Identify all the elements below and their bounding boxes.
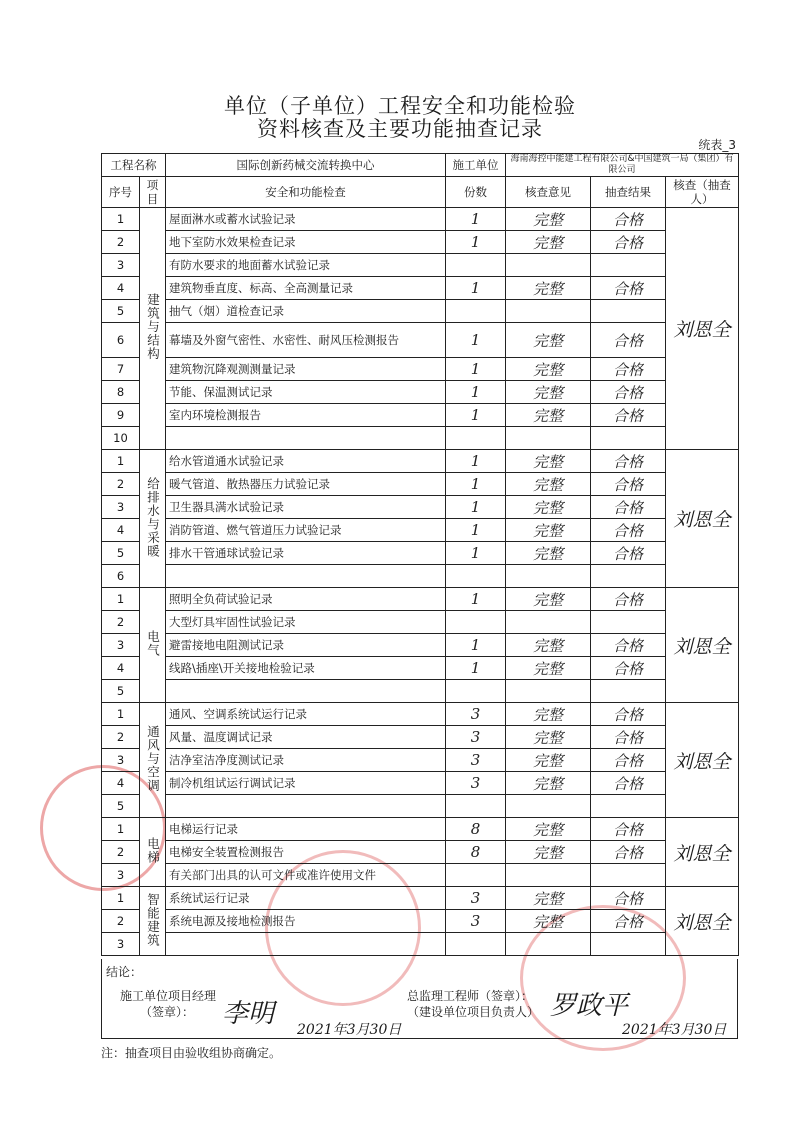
check-item: 屋面淋水或蓄水试验记录 [166, 208, 446, 231]
table-row [102, 323, 739, 358]
row-number: 1 [102, 208, 140, 231]
row-number: 5 [102, 300, 140, 323]
header-result: 抽查结果 [591, 177, 666, 208]
table-row [102, 611, 739, 634]
document-count: 1 [446, 277, 506, 300]
inspection-result [591, 254, 666, 277]
check-item [166, 680, 446, 703]
review-opinion: 完整 [506, 818, 591, 841]
inspection-result: 合格 [591, 818, 666, 841]
row-number: 2 [102, 726, 140, 749]
row-number: 1 [102, 887, 140, 910]
table-row [102, 588, 739, 611]
header-no: 序号 [102, 177, 140, 208]
review-opinion: 完整 [506, 496, 591, 519]
review-opinion: 完整 [506, 726, 591, 749]
table-row [102, 450, 739, 473]
page-title: 单位（子单位）工程安全和功能检验 [224, 94, 576, 118]
table-row [102, 634, 739, 657]
document-count [446, 611, 506, 634]
review-opinion [506, 864, 591, 887]
inspection-result [591, 864, 666, 887]
table-row [102, 496, 739, 519]
review-opinion [506, 680, 591, 703]
inspection-result: 合格 [591, 519, 666, 542]
table-row [102, 680, 739, 703]
review-opinion: 完整 [506, 519, 591, 542]
review-opinion [506, 933, 591, 956]
inspection-result: 合格 [591, 404, 666, 427]
row-number: 5 [102, 680, 140, 703]
table-row [102, 473, 739, 496]
row-number: 2 [102, 841, 140, 864]
table-row [102, 381, 739, 404]
row-number: 3 [102, 496, 140, 519]
review-opinion: 完整 [506, 657, 591, 680]
inspection-result: 合格 [591, 542, 666, 565]
document-count [446, 864, 506, 887]
table-row [102, 749, 739, 772]
check-item: 照明全负荷试验记录 [166, 588, 446, 611]
review-opinion [506, 427, 591, 450]
inspection-result: 合格 [591, 450, 666, 473]
category-label [140, 703, 166, 818]
inspection-result: 合格 [591, 588, 666, 611]
inspection-result [591, 680, 666, 703]
review-opinion: 完整 [506, 749, 591, 772]
row-number: 1 [102, 450, 140, 473]
category-name: 通风与空调 [145, 724, 161, 793]
row-number: 8 [102, 381, 140, 404]
document-count [446, 680, 506, 703]
document-count: 1 [446, 404, 506, 427]
table-row [102, 208, 739, 231]
row-number: 3 [102, 749, 140, 772]
right-signature: 罗政平 [550, 991, 629, 1021]
inspection-result: 合格 [591, 277, 666, 300]
reviewer-signature: 刘恩全 [666, 887, 739, 956]
table-row [102, 519, 739, 542]
header-reviewer: 核查（抽查人） [666, 177, 739, 208]
review-opinion: 完整 [506, 473, 591, 496]
document-count: 1 [446, 542, 506, 565]
category-name: 建筑与结构 [145, 293, 161, 361]
review-opinion [506, 254, 591, 277]
right-signer-label: 总监理工程师（签章）： [407, 989, 534, 1003]
document-count: 1 [446, 496, 506, 519]
row-number: 1 [102, 588, 140, 611]
check-item: 风量、温度调试记录 [166, 726, 446, 749]
inspection-result: 合格 [591, 887, 666, 910]
review-opinion: 完整 [506, 588, 591, 611]
review-opinion: 完整 [506, 841, 591, 864]
header-count: 份数 [446, 177, 506, 208]
inspection-result: 合格 [591, 496, 666, 519]
inspection-result [591, 611, 666, 634]
category-label [140, 450, 166, 588]
check-item: 建筑物垂直度、标高、全高测量记录 [166, 277, 446, 300]
table-row [102, 818, 739, 841]
document-count: 3 [446, 910, 506, 933]
review-opinion: 完整 [506, 404, 591, 427]
document-count: 1 [446, 323, 506, 358]
inspection-result [591, 427, 666, 450]
inspection-result [591, 565, 666, 588]
row-number: 2 [102, 910, 140, 933]
table-row [102, 542, 739, 565]
reviewer-signature: 刘恩全 [666, 703, 739, 818]
review-opinion: 完整 [506, 542, 591, 565]
check-item: 地下室防水效果检查记录 [166, 231, 446, 254]
inspection-result: 合格 [591, 657, 666, 680]
header-item: 项目 [140, 177, 166, 208]
row-number: 4 [102, 772, 140, 795]
review-opinion: 完整 [506, 277, 591, 300]
footnote: 注：抽查项目由验收组协商确定。 [101, 1046, 282, 1060]
header-opinion: 核查意见 [506, 177, 591, 208]
table-row [102, 841, 739, 864]
document-count: 8 [446, 818, 506, 841]
inspection-result: 合格 [591, 358, 666, 381]
inspection-result: 合格 [591, 772, 666, 795]
contractor-name: 海南海控中能建工程有限公司&中国建筑一局（集团）有限公司 [506, 154, 739, 177]
row-number: 5 [102, 542, 140, 565]
form-number: 统表_3 [698, 138, 736, 152]
project-name: 国际创新药械交流转换中心 [166, 154, 446, 177]
check-item: 给水管道通水试验记录 [166, 450, 446, 473]
check-item: 有防水要求的地面蓄水试验记录 [166, 254, 446, 277]
review-opinion [506, 611, 591, 634]
table-row [102, 565, 739, 588]
row-number: 3 [102, 254, 140, 277]
category-name: 给排水与采暖 [145, 476, 161, 558]
header-check: 安全和功能检查 [166, 177, 446, 208]
category-label [140, 818, 166, 887]
check-item: 通风、空调系统试运行记录 [166, 703, 446, 726]
check-item: 电梯运行记录 [166, 818, 446, 841]
conclusion-label: 结论： [106, 965, 143, 979]
table-row [102, 231, 739, 254]
check-item: 排水干管通球试验记录 [166, 542, 446, 565]
row-number: 9 [102, 404, 140, 427]
right-date: 2021年3月30日 [622, 1022, 727, 1038]
table-row [102, 358, 739, 381]
document-count: 1 [446, 634, 506, 657]
table-row [102, 795, 739, 818]
inspection-result: 合格 [591, 749, 666, 772]
category-label [140, 887, 166, 956]
category-name: 智能建筑 [145, 892, 161, 947]
row-number: 4 [102, 277, 140, 300]
check-item [166, 933, 446, 956]
table-row [102, 703, 739, 726]
review-opinion: 完整 [506, 887, 591, 910]
category-label [140, 588, 166, 703]
check-item: 卫生器具满水试验记录 [166, 496, 446, 519]
row-number: 10 [102, 427, 140, 450]
check-item [166, 795, 446, 818]
right-sign-note: （建设单位项目负责人） [407, 1005, 540, 1019]
row-number: 6 [102, 565, 140, 588]
table-row [102, 772, 739, 795]
row-number: 2 [102, 473, 140, 496]
reviewer-signature: 刘恩全 [666, 588, 739, 703]
document-count: 8 [446, 841, 506, 864]
check-item: 洁净室洁净度测试记录 [166, 749, 446, 772]
inspection-result: 合格 [591, 634, 666, 657]
reviewer-signature: 刘恩全 [666, 208, 739, 450]
inspection-result: 合格 [591, 231, 666, 254]
document-count: 3 [446, 749, 506, 772]
check-item: 幕墙及外窗气密性、水密性、耐风压检测报告 [166, 323, 446, 358]
inspection-result: 合格 [591, 381, 666, 404]
check-item: 系统试运行记录 [166, 887, 446, 910]
document-count [446, 427, 506, 450]
table-row [102, 933, 739, 956]
left-signature: 李明 [222, 999, 275, 1029]
row-number: 4 [102, 519, 140, 542]
review-opinion [506, 565, 591, 588]
row-number: 5 [102, 795, 140, 818]
header-row [102, 177, 739, 208]
document-count: 1 [446, 450, 506, 473]
document-count [446, 565, 506, 588]
check-item: 暖气管道、散热器压力试验记录 [166, 473, 446, 496]
category-name: 电气 [145, 630, 161, 657]
check-item: 大型灯具牢固性试验记录 [166, 611, 446, 634]
inspection-result: 合格 [591, 473, 666, 496]
check-item: 避雷接地电阻测试记录 [166, 634, 446, 657]
check-item [166, 427, 446, 450]
inspection-result: 合格 [591, 841, 666, 864]
row-number: 3 [102, 933, 140, 956]
document-count: 1 [446, 473, 506, 496]
review-opinion: 完整 [506, 772, 591, 795]
table-row [102, 427, 739, 450]
table-row [102, 910, 739, 933]
review-opinion [506, 300, 591, 323]
table-row [102, 726, 739, 749]
inspection-result: 合格 [591, 726, 666, 749]
contractor-label: 施工单位 [446, 154, 506, 177]
document-count: 1 [446, 588, 506, 611]
row-number: 3 [102, 864, 140, 887]
row-number: 3 [102, 634, 140, 657]
document-count: 1 [446, 519, 506, 542]
review-opinion: 完整 [506, 381, 591, 404]
document-count: 1 [446, 231, 506, 254]
conclusion-box [101, 959, 738, 1039]
review-opinion: 完整 [506, 208, 591, 231]
review-opinion: 完整 [506, 634, 591, 657]
review-opinion: 完整 [506, 358, 591, 381]
document-count: 1 [446, 381, 506, 404]
check-item: 室内环境检测报告 [166, 404, 446, 427]
review-opinion: 完整 [506, 703, 591, 726]
table-row [102, 864, 739, 887]
document-count [446, 254, 506, 277]
reviewer-signature: 刘恩全 [666, 450, 739, 588]
row-number: 2 [102, 611, 140, 634]
check-item: 线路\插座\开关接地检验记录 [166, 657, 446, 680]
project-row [102, 154, 739, 177]
row-number: 1 [102, 818, 140, 841]
document-count [446, 300, 506, 323]
document-count: 3 [446, 726, 506, 749]
check-item: 有关部门出具的认可文件或准许使用文件 [166, 864, 446, 887]
left-date: 2021年3月30日 [297, 1022, 402, 1038]
category-label [140, 208, 166, 450]
document-count: 1 [446, 208, 506, 231]
inspection-result: 合格 [591, 208, 666, 231]
check-item: 节能、保温测试记录 [166, 381, 446, 404]
review-opinion: 完整 [506, 231, 591, 254]
document-count [446, 933, 506, 956]
inspection-result: 合格 [591, 703, 666, 726]
left-sign-note: （签章）： [140, 1005, 195, 1019]
inspection-result: 合格 [591, 323, 666, 358]
row-number: 1 [102, 703, 140, 726]
document-count: 3 [446, 887, 506, 910]
document-count: 3 [446, 772, 506, 795]
check-item [166, 565, 446, 588]
review-opinion [506, 795, 591, 818]
page-subtitle: 资料核查及主要功能抽查记录 [257, 117, 543, 141]
inspection-result [591, 933, 666, 956]
inspection-result [591, 300, 666, 323]
check-item: 电梯安全装置检测报告 [166, 841, 446, 864]
table-row [102, 300, 739, 323]
check-item: 消防管道、燃气管道压力试验记录 [166, 519, 446, 542]
inspection-result [591, 795, 666, 818]
document-count [446, 795, 506, 818]
inspection-table-wrapper [101, 153, 738, 956]
table-row [102, 254, 739, 277]
category-name: 电梯 [145, 837, 161, 864]
check-item: 抽气（烟）道检查记录 [166, 300, 446, 323]
check-item: 制冷机组试运行调试记录 [166, 772, 446, 795]
check-item: 建筑物沉降观测测量记录 [166, 358, 446, 381]
document-count: 3 [446, 703, 506, 726]
check-item: 系统电源及接地检测报告 [166, 910, 446, 933]
table-row [102, 404, 739, 427]
table-row [102, 277, 739, 300]
row-number: 2 [102, 231, 140, 254]
document-count: 1 [446, 358, 506, 381]
review-opinion: 完整 [506, 910, 591, 933]
document-count: 1 [446, 657, 506, 680]
inspection-table [101, 153, 739, 956]
review-opinion: 完整 [506, 450, 591, 473]
project-label: 工程名称 [102, 154, 166, 177]
table-row [102, 657, 739, 680]
review-opinion: 完整 [506, 323, 591, 358]
row-number: 4 [102, 657, 140, 680]
reviewer-signature: 刘恩全 [666, 818, 739, 887]
row-number: 6 [102, 323, 140, 358]
row-number: 7 [102, 358, 140, 381]
table-row [102, 887, 739, 910]
inspection-result: 合格 [591, 910, 666, 933]
left-signer-label: 施工单位项目经理 [120, 989, 217, 1003]
